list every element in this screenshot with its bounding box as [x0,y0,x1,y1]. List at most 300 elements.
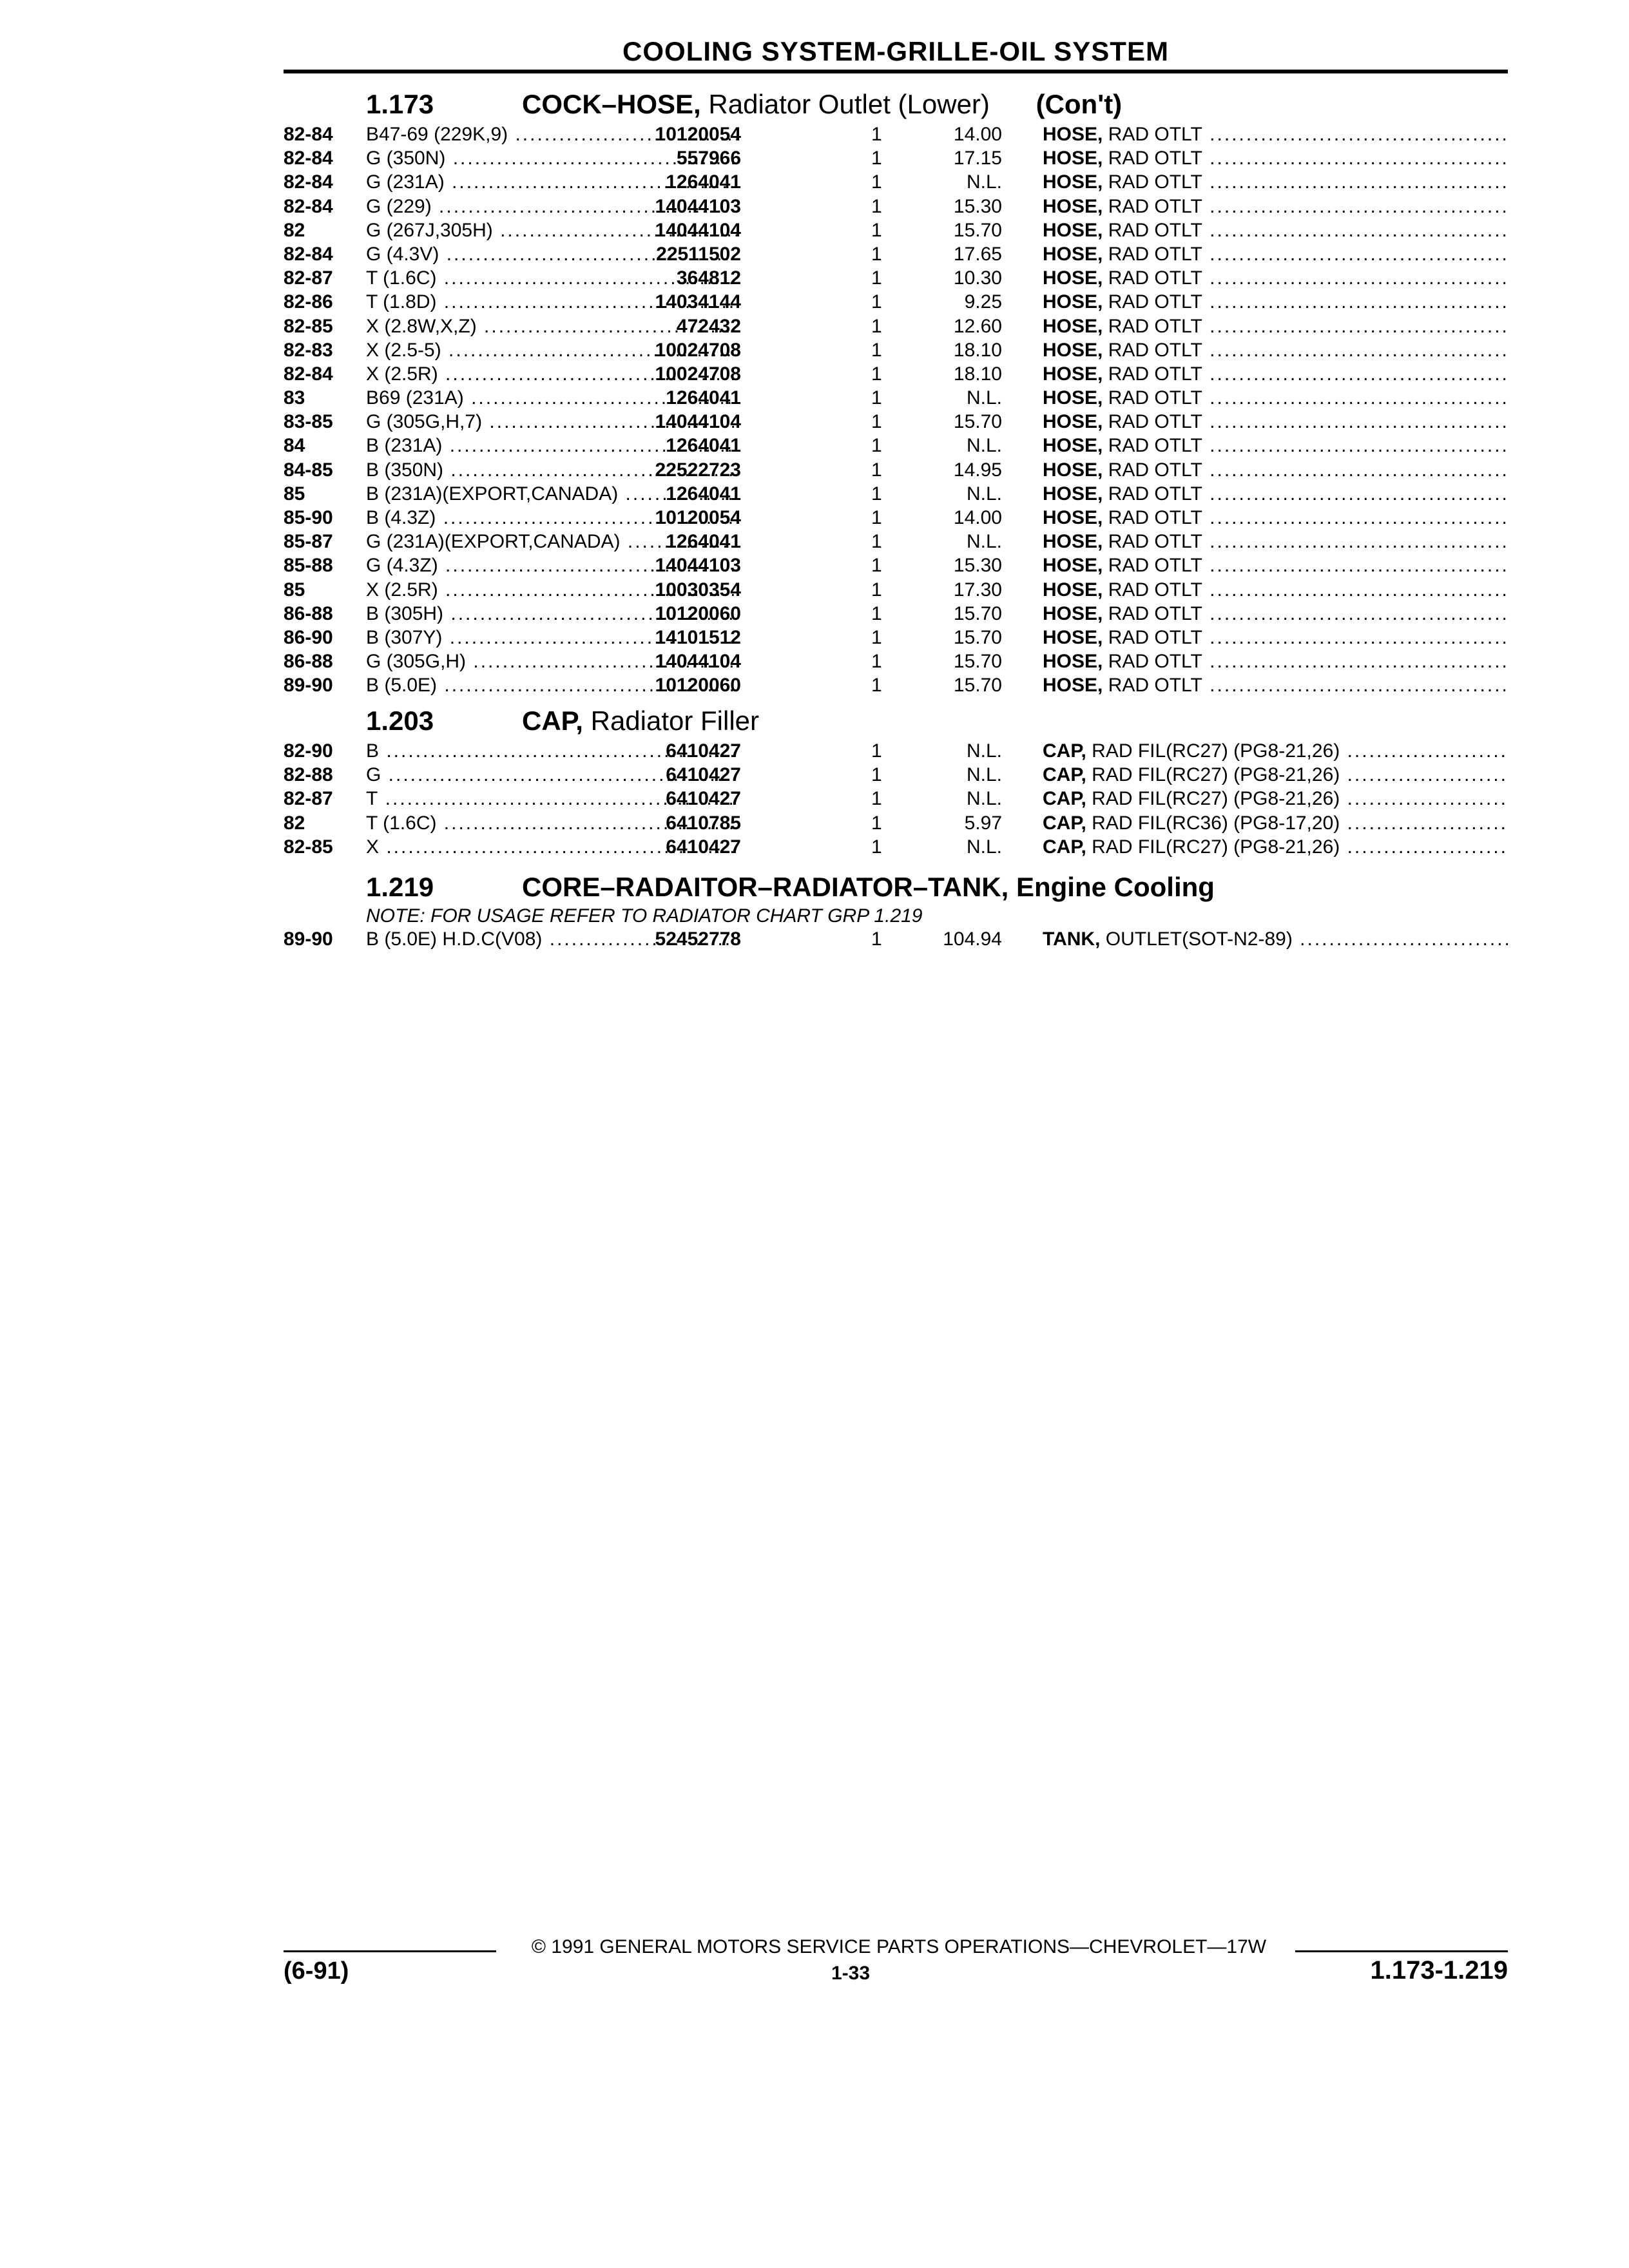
page-header: COOLING SYSTEM-GRILLE-OIL SYSTEM [622,36,1169,66]
description-keyword: HOSE, [1043,291,1103,313]
table-row [284,290,1508,314]
description-cell [1043,218,1508,242]
year-cell: 86-88 [284,602,333,624]
part-number-cell: 22522723 [655,459,741,481]
description-cell [1043,927,1508,951]
description-cell [1043,530,1508,553]
price-cell: 12.60 [953,315,1002,337]
description-keyword: HOSE, [1043,675,1103,697]
section-number: 1.219 [366,872,434,902]
year-cell: 82-84 [284,243,333,265]
price-cell: N.L. [966,387,1002,409]
part-number-cell: 472432 [676,315,741,337]
description-cell [1043,602,1508,626]
description-keyword: HOSE, [1043,267,1103,289]
section-1-203 [284,699,1508,859]
table-row [284,218,1508,242]
section-title [522,89,1122,120]
table-row [284,578,1508,602]
part-number-cell: 6410427 [666,740,741,762]
description-text: RAD OTLT [1103,483,1202,505]
model-cell: G (231A) ..... [366,170,737,194]
quantity-cell: 1 [871,531,882,553]
year-cell: 82-84 [284,195,333,217]
part-number-cell: 10030354 [655,579,741,601]
year-cell: 84-85 [284,459,333,481]
description-text: RAD OTLT [1103,267,1202,289]
part-number-cell: 10024708 [655,363,741,385]
description-keyword: HOSE, [1043,171,1103,193]
price-cell: 104.94 [943,928,1002,950]
description-cell [1043,578,1508,602]
table-row [284,195,1508,218]
year-cell: 86-88 [284,651,333,673]
part-number-cell: 557966 [676,148,741,169]
price-cell: 15.70 [953,219,1002,241]
description-text: RAD OTLT [1103,171,1202,193]
table-row [284,122,1508,146]
price-cell: 15.70 [953,675,1002,697]
quantity-cell: 1 [871,788,882,810]
model-cell: B69 (231A) ..... [366,386,737,410]
description-keyword: HOSE, [1043,459,1103,481]
model-cell: T (1.8D) ..... [366,290,737,314]
quantity-cell: 1 [871,459,882,481]
description-text: RAD OTLT [1103,219,1202,241]
model-cell: B (350N) ..... [366,458,737,482]
year-cell: 82-83 [284,339,333,361]
description-text: RAD OTLT [1103,579,1202,601]
model-cell: B47-69 (229K,9) ..... [366,122,737,146]
model-cell: B (305H) ..... [366,602,737,626]
quantity-cell: 1 [871,483,882,505]
description-text: RAD FIL(RC27) (PG8-21,26) [1086,764,1340,786]
description-text: RAD OTLT [1103,124,1202,145]
description-keyword: HOSE, [1043,507,1103,528]
description-keyword: CAP, [1043,740,1086,762]
section-subtitle: Radiator Filler [590,706,760,736]
description-keyword: HOSE, [1043,219,1103,241]
quantity-cell: 1 [871,315,882,337]
description-keyword: HOSE, [1043,339,1103,361]
section-subtitle: Engine Cooling [1016,872,1215,902]
description-cell [1043,458,1508,482]
page-number: 1-33 [831,1963,871,1984]
description-text: RAD OTLT [1103,315,1202,337]
table-row [284,386,1508,410]
year-cell: 82 [284,219,305,241]
table-row [284,626,1508,649]
price-cell: 17.65 [953,243,1002,265]
model-cell: X ..... [366,835,737,859]
description-text: RAD FIL(RC27) (PG8-21,26) [1086,836,1340,858]
part-number-cell: 14044104 [655,651,741,673]
price-cell: 14.95 [953,459,1002,481]
description-cell [1043,170,1508,194]
description-cell [1043,739,1508,763]
part-number-cell: 14044103 [655,555,741,577]
description-cell [1043,314,1508,338]
year-cell: 82-85 [284,315,333,337]
description-text: OUTLET(SOT-N2-89) [1100,928,1293,950]
footer-rule-right [1295,1950,1508,1952]
quantity-cell: 1 [871,243,882,265]
part-number-cell: 14044104 [655,219,741,241]
part-number-cell: 14044103 [655,195,741,217]
description-text: RAD OTLT [1103,602,1202,624]
price-cell: N.L. [966,531,1002,553]
section-1-173 [284,82,1508,698]
quantity-cell: 1 [871,555,882,577]
year-cell: 82-84 [284,171,333,193]
year-cell: 83 [284,387,305,409]
description-cell [1043,146,1508,170]
model-cell: G (4.3Z) ..... [366,553,737,577]
description-text: RAD OTLT [1103,675,1202,697]
description-keyword: HOSE, [1043,315,1103,337]
quantity-cell: 1 [871,812,882,834]
price-cell: 14.00 [953,507,1002,528]
quantity-cell: 1 [871,928,882,950]
description-cell [1043,553,1508,577]
part-number-cell: 6410427 [666,764,741,786]
table-row [284,434,1508,457]
description-cell [1043,811,1508,835]
model-cell: B ..... [366,739,737,763]
price-cell: 15.70 [953,651,1002,673]
price-cell: N.L. [966,171,1002,193]
description-keyword: CAP, [1043,836,1086,858]
year-cell: 89-90 [284,928,333,950]
model-cell: B (5.0E) H.D.C(V08) ..... [366,927,737,951]
description-keyword: HOSE, [1043,195,1103,217]
table-row [284,811,1508,835]
description-text: RAD OTLT [1103,651,1202,673]
section-title-main: CORE–RADAITOR–RADIATOR–TANK, [522,872,1009,902]
description-keyword: CAP, [1043,764,1086,786]
year-cell: 86-90 [284,626,333,648]
description-cell [1043,787,1508,811]
model-cell: T ..... [366,787,737,811]
description-text: RAD OTLT [1103,195,1202,217]
description-cell [1043,673,1508,697]
description-cell [1043,835,1508,859]
model-cell: T (1.6C) ..... [366,811,737,835]
part-number-cell: 22511502 [656,243,741,265]
model-cell: G (305G,H) ..... [366,649,737,673]
table-row [284,458,1508,482]
model-cell: B (231A)(EXPORT,CANADA) ..... [366,482,737,506]
description-keyword: TANK, [1043,928,1101,950]
year-cell: 82-85 [284,836,333,858]
quantity-cell: 1 [871,219,882,241]
year-cell: 85-87 [284,531,333,553]
model-cell: B (4.3Z) ..... [366,506,737,530]
description-keyword: HOSE, [1043,579,1103,601]
year-cell: 82-88 [284,764,333,786]
description-text: RAD OTLT [1103,507,1202,528]
table-row [284,673,1508,697]
description-keyword: HOSE, [1043,555,1103,577]
section-title [522,872,1215,903]
quantity-cell: 1 [871,764,882,786]
description-text: RAD OTLT [1103,363,1202,385]
description-text: RAD OTLT [1103,148,1202,169]
price-cell: N.L. [966,836,1002,858]
year-cell: 85-88 [284,555,333,577]
price-cell: 9.25 [964,291,1002,313]
description-text: RAD FIL(RC27) (PG8-21,26) [1086,788,1340,810]
model-cell: T (1.6C) ..... [366,266,737,290]
year-cell: 82-87 [284,267,333,289]
part-number-cell: 364812 [676,267,741,289]
description-keyword: HOSE, [1043,363,1103,385]
footer-range: 1.173-1.219 [1370,1956,1508,1984]
year-cell: 82-86 [284,291,333,313]
part-number-cell: 10120060 [655,602,741,624]
quantity-cell: 1 [871,339,882,361]
part-number-cell: 14034144 [655,291,741,313]
model-cell: G (229) ..... [366,195,737,218]
description-cell [1043,266,1508,290]
quantity-cell: 1 [871,435,882,457]
quantity-cell: 1 [871,836,882,858]
description-keyword: HOSE, [1043,651,1103,673]
footer-date: (6-91) [284,1957,349,1984]
quantity-cell: 1 [871,148,882,169]
price-cell: 5.97 [964,812,1002,834]
quantity-cell: 1 [871,411,882,433]
section-number: 1.203 [366,706,434,736]
year-cell: 82-90 [284,740,333,762]
quantity-cell: 1 [871,195,882,217]
description-keyword: HOSE, [1043,243,1103,265]
quantity-cell: 1 [871,740,882,762]
description-cell [1043,649,1508,673]
model-cell: G (305G,H,7) ..... [366,410,737,434]
year-cell: 85-90 [284,507,333,528]
year-cell: 82-87 [284,788,333,810]
quantity-cell: 1 [871,387,882,409]
description-cell [1043,290,1508,314]
parts-table [284,122,1508,698]
description-keyword: HOSE, [1043,626,1103,648]
model-cell: G (4.3V) ..... [366,242,737,266]
model-cell: G (231A)(EXPORT,CANADA) ..... [366,530,737,553]
section-number: 1.173 [366,89,434,119]
table-row [284,787,1508,811]
part-number-cell: 10120060 [655,675,741,697]
description-text: RAD FIL(RC27) (PG8-21,26) [1086,740,1340,762]
description-cell [1043,626,1508,649]
continued-label: (Con't) [1036,89,1123,119]
description-cell [1043,195,1508,218]
quantity-cell: 1 [871,579,882,601]
table-row [284,763,1508,787]
description-text: RAD OTLT [1103,531,1202,553]
part-number-cell: 14044104 [655,411,741,433]
part-number-cell: 6410427 [666,788,741,810]
section-heading [284,699,1508,739]
section-heading [284,82,1508,122]
price-cell: 15.70 [953,411,1002,433]
part-number-cell: 52452778 [655,928,741,950]
price-cell: 18.10 [953,363,1002,385]
description-keyword: HOSE, [1043,483,1103,505]
table-row [284,602,1508,626]
quantity-cell: 1 [871,507,882,528]
section-title-main: COCK–HOSE, [522,89,701,119]
description-keyword: CAP, [1043,812,1086,834]
part-number-cell: 10120054 [655,124,741,145]
description-keyword: HOSE, [1043,148,1103,169]
price-cell: 14.00 [953,124,1002,145]
description-text: RAD OTLT [1103,435,1202,457]
part-number-cell: 1264041 [666,387,741,409]
year-cell: 82-84 [284,124,333,145]
table-row [284,482,1508,506]
model-cell: X (2.5-5) ..... [366,338,737,362]
section-subtitle: Radiator Outlet (Lower) [708,89,990,119]
description-cell [1043,122,1508,146]
model-cell: X (2.5R) ..... [366,362,737,386]
section-heading [284,865,1508,905]
description-text: RAD OTLT [1103,291,1202,313]
year-cell: 89-90 [284,675,333,697]
parts-table [284,927,1508,951]
description-text: RAD OTLT [1103,555,1202,577]
quantity-cell: 1 [871,267,882,289]
table-row [284,506,1508,530]
price-cell: 15.70 [953,626,1002,648]
price-cell: 15.30 [953,555,1002,577]
description-cell [1043,506,1508,530]
model-cell: G (350N) ..... [366,146,737,170]
quantity-cell: 1 [871,651,882,673]
description-text: RAD OTLT [1103,411,1202,433]
table-row [284,530,1508,553]
price-cell: 17.15 [953,148,1002,169]
price-cell: N.L. [966,435,1002,457]
section-title-main: CAP, [522,706,583,736]
table-row [284,649,1508,673]
description-keyword: HOSE, [1043,124,1103,145]
part-number-cell: 6410785 [666,812,741,834]
quantity-cell: 1 [871,171,882,193]
quantity-cell: 1 [871,124,882,145]
description-cell [1043,482,1508,506]
price-cell: 17.30 [953,579,1002,601]
description-cell [1043,386,1508,410]
price-cell: 18.10 [953,339,1002,361]
description-keyword: HOSE, [1043,435,1103,457]
description-text: RAD FIL(RC36) (PG8-17,20) [1086,812,1340,834]
model-cell: G (267J,305H) ..... [366,218,737,242]
part-number-cell: 1264041 [666,483,741,505]
description-keyword: HOSE, [1043,531,1103,553]
price-cell: N.L. [966,764,1002,786]
quantity-cell: 1 [871,675,882,697]
year-cell: 84 [284,435,305,457]
table-row [284,242,1508,266]
part-number-cell: 10024708 [655,339,741,361]
description-text: RAD OTLT [1103,459,1202,481]
description-text: RAD OTLT [1103,626,1202,648]
model-cell: X (2.8W,X,Z) ..... [366,314,737,338]
table-row [284,338,1508,362]
price-cell: N.L. [966,740,1002,762]
part-number-cell: 14101512 [655,626,741,648]
year-cell: 82 [284,812,305,834]
description-cell [1043,338,1508,362]
price-cell: N.L. [966,788,1002,810]
part-number-cell: 1264041 [666,171,741,193]
part-number-cell: 6410427 [666,836,741,858]
price-cell: N.L. [966,483,1002,505]
table-row [284,553,1508,577]
quantity-cell: 1 [871,626,882,648]
year-cell: 82-84 [284,363,333,385]
description-keyword: HOSE, [1043,602,1103,624]
part-number-cell: 10120054 [655,507,741,528]
parts-table [284,739,1508,859]
part-number-cell: 1264041 [666,435,741,457]
quantity-cell: 1 [871,602,882,624]
model-cell: B (5.0E) ..... [366,673,737,697]
description-cell [1043,763,1508,787]
table-row [284,362,1508,386]
year-cell: 85 [284,579,305,601]
description-keyword: CAP, [1043,788,1086,810]
model-cell: B (307Y) ..... [366,626,737,649]
table-row [284,927,1508,951]
table-row [284,739,1508,763]
quantity-cell: 1 [871,363,882,385]
year-cell: 85 [284,483,305,505]
table-row [284,266,1508,290]
table-row [284,146,1508,170]
description-cell [1043,434,1508,457]
price-cell: 15.70 [953,602,1002,624]
table-row [284,170,1508,194]
section-1-219 [284,865,1508,951]
header-rule [284,70,1508,73]
footer-rule-left [284,1950,496,1952]
table-row [284,835,1508,859]
model-cell: B (231A) ..... [366,434,737,457]
year-cell: 83-85 [284,411,333,433]
usage-note: NOTE: FOR USAGE REFER TO RADIATOR CHART GRP 1.219 [366,905,923,927]
description-cell [1043,242,1508,266]
description-text: RAD OTLT [1103,243,1202,265]
description-keyword: HOSE, [1043,411,1103,433]
model-cell: G ..... [366,763,737,787]
section-title [522,706,759,736]
table-row [284,410,1508,434]
footer-copyright: © 1991 GENERAL MOTORS SERVICE PARTS OPERATIONS—CHEVROLET—17W [531,1936,1267,1957]
description-keyword: HOSE, [1043,387,1103,409]
description-cell [1043,410,1508,434]
description-text: RAD OTLT [1103,339,1202,361]
table-row [284,314,1508,338]
model-cell: X (2.5R) ..... [366,578,737,602]
price-cell: 15.30 [953,195,1002,217]
year-cell: 82-84 [284,148,333,169]
price-cell: 10.30 [953,267,1002,289]
part-number-cell: 1264041 [666,531,741,553]
description-cell [1043,362,1508,386]
quantity-cell: 1 [871,291,882,313]
